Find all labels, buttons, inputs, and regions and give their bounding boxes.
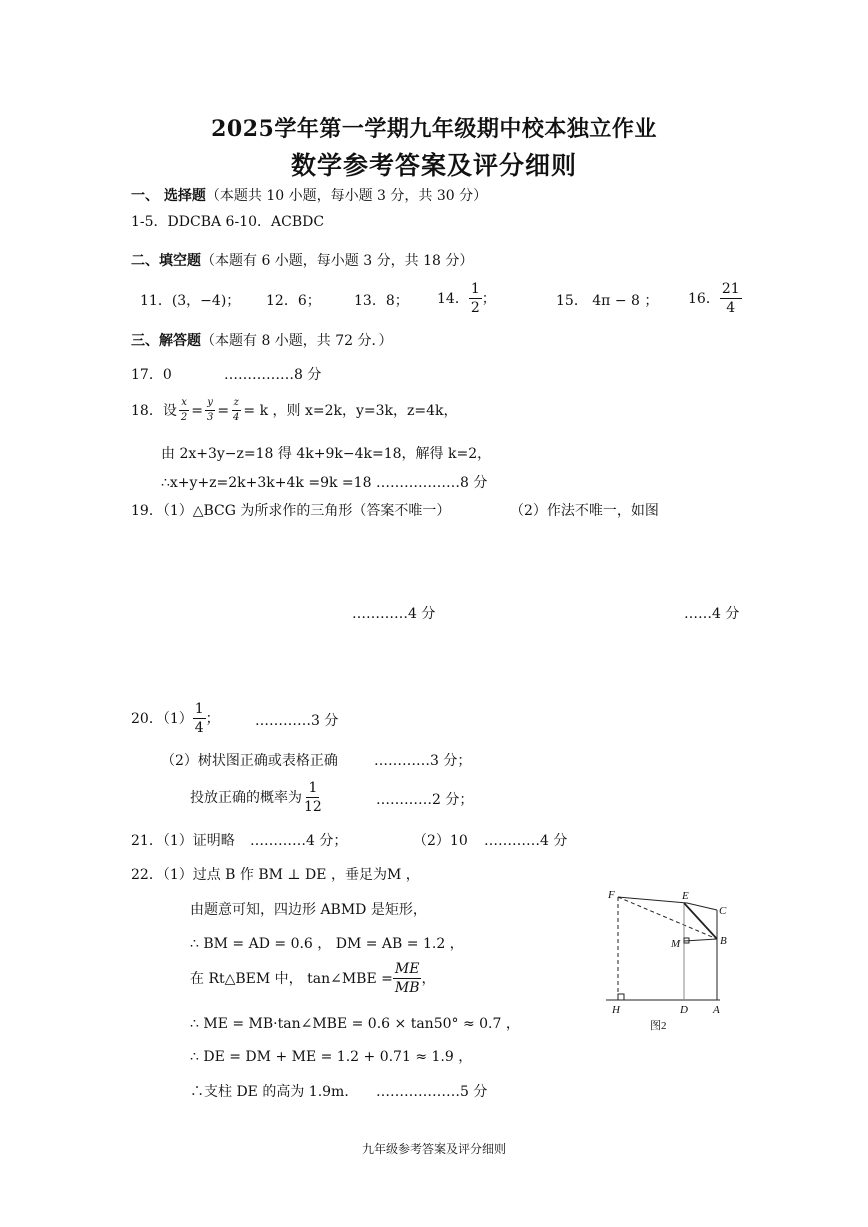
answer-20-score-3: …………2 分； — [376, 792, 474, 808]
answer-21-score-1: …………4 分； — [250, 833, 348, 849]
answer-22-line-6: ∴ DE = DM + ME = 1.2 + 0.71 ≈ 1.9 ， — [190, 1049, 473, 1065]
label-c: C — [719, 905, 727, 917]
label-d: D — [680, 1004, 688, 1016]
answer-20-score-1: …………3 分 — [255, 713, 339, 729]
answer-16: 16． $\frac{21}{4}$ — [688, 281, 740, 316]
section-2-heading: 二、填空题（本题有 6 小题，每小题 3 分，共 18 分） — [131, 253, 474, 269]
answer-22-line-3: ∴ BM = AD = 0.6 ， DM = AB = 1.2 ， — [190, 936, 464, 952]
answer-18-score: ………………8 分 — [376, 475, 488, 491]
answer-12: 12．6； — [266, 293, 321, 309]
answer-19-score-1: …………4 分 — [352, 606, 436, 622]
answer-22-line-1: 22．（1）过点 B 作 BM ⊥ DE ，垂足为M ， — [131, 867, 420, 883]
section-1-answers: 1-5．DDCBA 6-10．ACBDC — [131, 214, 325, 230]
answer-14: 14． $\frac{1}{2}$ ； — [437, 281, 496, 316]
label-h: H — [612, 1004, 620, 1016]
page-subtitle: 数学参考答案及评分细则 — [290, 151, 577, 180]
segment-fb — [618, 897, 717, 939]
answer-19-part-2: （2）作法不唯一，如图 — [510, 503, 659, 519]
page-footer: 九年级参考答案及评分细则 — [361, 1142, 506, 1156]
answer-17: 17．0 — [131, 367, 172, 383]
figure-2 — [598, 884, 748, 1034]
answer-20-part-1: 20．（1） $\frac{1}{4}$ ； — [131, 701, 220, 736]
answer-20-score-2: …………3 分； — [374, 753, 472, 769]
answer-20-part-2: （2）树状图正确或表格正确 — [161, 753, 338, 769]
segment-ec — [687, 903, 717, 910]
label-f: F — [608, 889, 615, 901]
label-m: M — [671, 938, 681, 950]
right-angle-h — [618, 994, 624, 1000]
answer-17-score: ……………8 分 — [224, 367, 322, 383]
answer-21-score-2: …………4 分 — [484, 833, 568, 849]
answer-22-line-4: 在 Rt△BEM 中， tan∠MBE = $\frac{ME}{MB}$ ， — [190, 961, 436, 996]
answer-22-line-5: ∴ ME = MB·tan∠MBE = 0.6 × tan50° ≈ 0.7 ， — [190, 1016, 520, 1032]
answer-18-line-2: 由 2x+3y−z=18 得 4k+9k−4k=18，解得 k=2， — [161, 446, 492, 462]
answer-20-part-3: 投放正确的概率为 $\frac{1}{12}$ — [190, 780, 322, 815]
answer-15: 15． 4π − 8 ； — [556, 293, 659, 309]
answer-21-part-1: 21．（1）证明略 — [131, 833, 235, 849]
section-1-heading: 一、 选择题（本题共 10 小题，每小题 3 分，共 30 分） — [131, 188, 488, 204]
page-title: 2025学年第一学期九年级期中校本独立作业 — [211, 116, 657, 142]
answer-18-line-3: ∴x+y+z=2k+3k+4k =9k =18 — [161, 475, 372, 491]
figure-caption: 图2 — [650, 1020, 667, 1032]
answer-19-part-1: 19．（1）△BCG 为所求作的三角形（答案不唯一） — [131, 503, 451, 519]
answer-21-part-2: （2）10 — [413, 833, 468, 849]
answer-19-score-2: ……4 分 — [684, 606, 740, 622]
label-a: A — [713, 1004, 720, 1016]
segment-fe — [618, 897, 687, 903]
section-3-heading: 三、解答题（本题有 8 小题，共 72 分．） — [131, 333, 393, 349]
label-b: B — [720, 935, 727, 947]
answer-22-score: ………………5 分 — [376, 1084, 488, 1100]
answer-18-line-1: 18．设 $\frac{x}{2}$ = $\frac{y}{3}$ = $\frac{z}{4}$ = k ，则 x=2k，y=3k，z=4k， — [131, 397, 458, 423]
answer-22-line-2: 由题意可知，四边形 ABMD 是矩形， — [190, 902, 427, 918]
answer-13: 13．8； — [354, 293, 409, 309]
answer-11: 11．(3，−4)； — [140, 293, 241, 309]
answer-22-line-7: ∴支柱 DE 的高为 1.9m． — [190, 1084, 359, 1100]
label-e: E — [682, 890, 689, 902]
